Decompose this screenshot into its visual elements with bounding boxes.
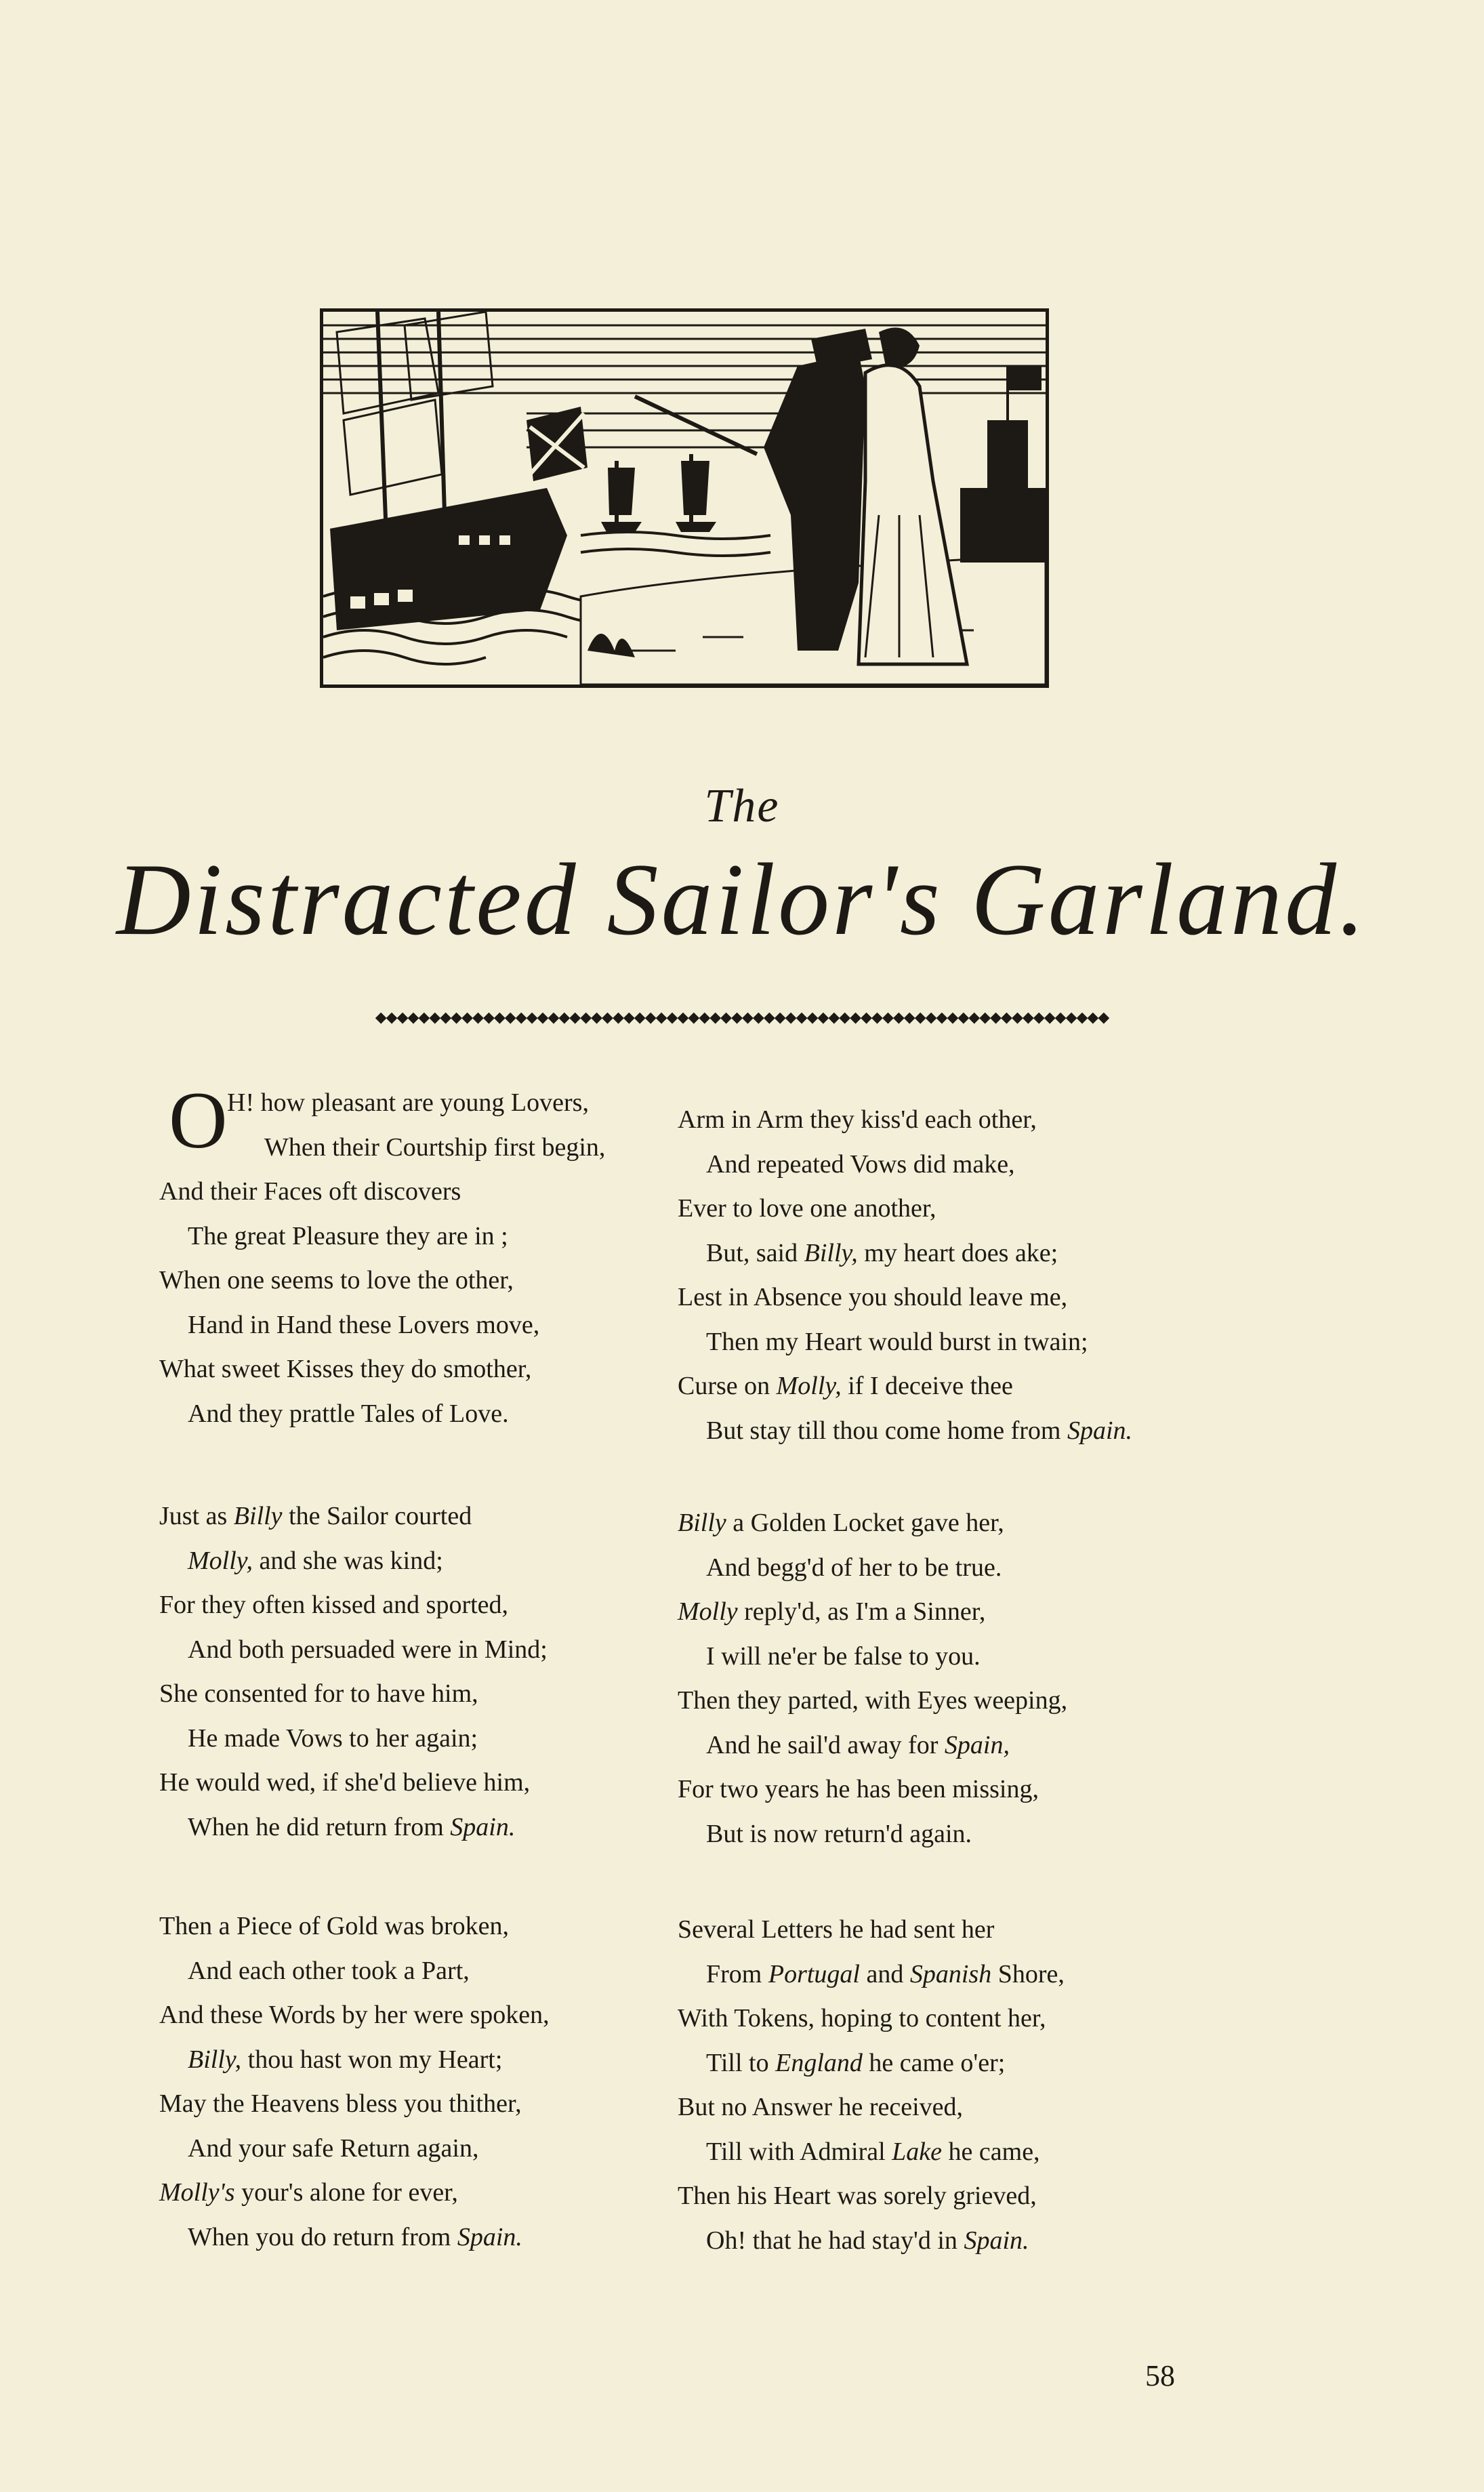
verse-line: And both persuaded were in Mind; (188, 1635, 548, 1664)
verse-line: Molly reply'd, as I'm a Sinner, (678, 1597, 986, 1626)
verse-line: Then a Piece of Gold was broken, (159, 1912, 510, 1940)
verse-line: Oh! that he had stay'd in Spain. (706, 2226, 1029, 2255)
verse-line: And they prattle Tales of Love. (188, 1399, 509, 1428)
verse-line: Billy, thou hast won my Heart; (188, 2045, 503, 2074)
woodcut-illustration (320, 308, 1049, 688)
verse-line: Billy a Golden Locket gave her, (678, 1509, 1004, 1537)
verse-line: Till to England he came o'er; (706, 2048, 1006, 2077)
verse-line: And each other took a Part, (188, 1956, 470, 1985)
verse-line: He would wed, if she'd believe him, (159, 1768, 531, 1797)
verse-line: And these Words by her were spoken, (159, 2001, 550, 2029)
verse-line: When you do return from Spain. (188, 2222, 522, 2251)
verse-line: Lest in Absence you should leave me, (678, 1283, 1068, 1311)
verse-line: Several Letters he had sent her (678, 1915, 995, 1944)
verse-line: Arm in Arm they kiss'd each other, (678, 1105, 1037, 1134)
verse-line: And begg'd of her to be true. (706, 1553, 1002, 1582)
stanza-6 (678, 1908, 1199, 2263)
verse-line: For two years he has been missing, (678, 1775, 1039, 1803)
page-title: Distracted Sailor's Garland. (116, 842, 1368, 956)
verse-line: Just as Billy the Sailor courted (159, 1502, 472, 1530)
woodcut-drawing (323, 312, 1046, 685)
verse-line: H! how pleasant are young Lovers, (227, 1088, 589, 1117)
verse-line: I will ne'er be false to you. (706, 1641, 981, 1671)
verse-line: And their Faces oft discovers (159, 1177, 461, 1206)
verse-line: But is now return'd again. (706, 1819, 972, 1848)
verse-line: From Portugal and Spanish Shore, (706, 1959, 1065, 1988)
verse-line: Ever to love one another, (678, 1194, 936, 1223)
stanza-3 (159, 1904, 681, 2260)
page-number: 58 (1145, 2359, 1175, 2392)
verse-line: Curse on Molly, if I deceive thee (678, 1372, 1013, 1400)
verse-line: And he sail'd away for Spain, (706, 1730, 1010, 1759)
verse-line: He made Vows to her again; (188, 1723, 478, 1753)
verse-line: But no Answer he received, (678, 2093, 964, 2121)
verse-line: Then his Heart was sorely grieved, (678, 2182, 1037, 2210)
verse-line: Then my Heart would burst in twain; (706, 1327, 1088, 1356)
verse-line: Molly, and she was kind; (188, 1546, 443, 1575)
verse-line: She consented for to have him, (159, 1679, 478, 1708)
stanza-2 (159, 1494, 681, 1850)
stanza-4 (678, 1098, 1199, 1453)
verse-line: But stay till thou come home from Spain. (706, 1416, 1133, 1445)
title-small: The (704, 780, 780, 832)
verse-line: The great Pleasure they are in ; (188, 1221, 508, 1250)
verse-line: And repeated Vows did make, (706, 1149, 1015, 1179)
verse-line: But, said Billy, my heart does ake; (706, 1238, 1058, 1267)
verse-line: With Tokens, hoping to content her, (678, 2004, 1046, 2033)
verse-line: What sweet Kisses they do smother, (159, 1355, 532, 1383)
drop-cap: O (169, 1075, 228, 1165)
verse-line: For they often kissed and sported, (159, 1591, 509, 1619)
verse-line: When he did return from Spain. (188, 1812, 516, 1841)
stanza-5 (678, 1501, 1199, 1856)
verse-line: Molly's your's alone for ever, (159, 2178, 458, 2207)
verse-line: And your safe Return again, (188, 2133, 479, 2163)
ornamental-divider: ◆◆◆◆◆◆◆◆◆◆◆◆◆◆◆◆◆◆◆◆◆◆◆◆◆◆◆◆◆◆◆◆◆◆◆◆◆◆◆◆◆◆◆◆◆◆◆◆◆◆◆◆◆◆◆◆◆◆◆◆◆◆◆◆◆◆◆◆ (375, 1008, 1109, 1025)
verse-line: When their Courtship first begin, (264, 1132, 606, 1162)
verse-line: Till with Admiral Lake he came, (706, 2137, 1040, 2166)
verse-line: Hand in Hand these Lovers move, (188, 1310, 540, 1339)
verse-line: When one seems to love the other, (159, 1266, 514, 1294)
verse-line: May the Heavens bless you thither, (159, 2089, 522, 2118)
verse-line: Then they parted, with Eyes weeping, (678, 1686, 1068, 1715)
stanza-1 (159, 1075, 681, 1436)
